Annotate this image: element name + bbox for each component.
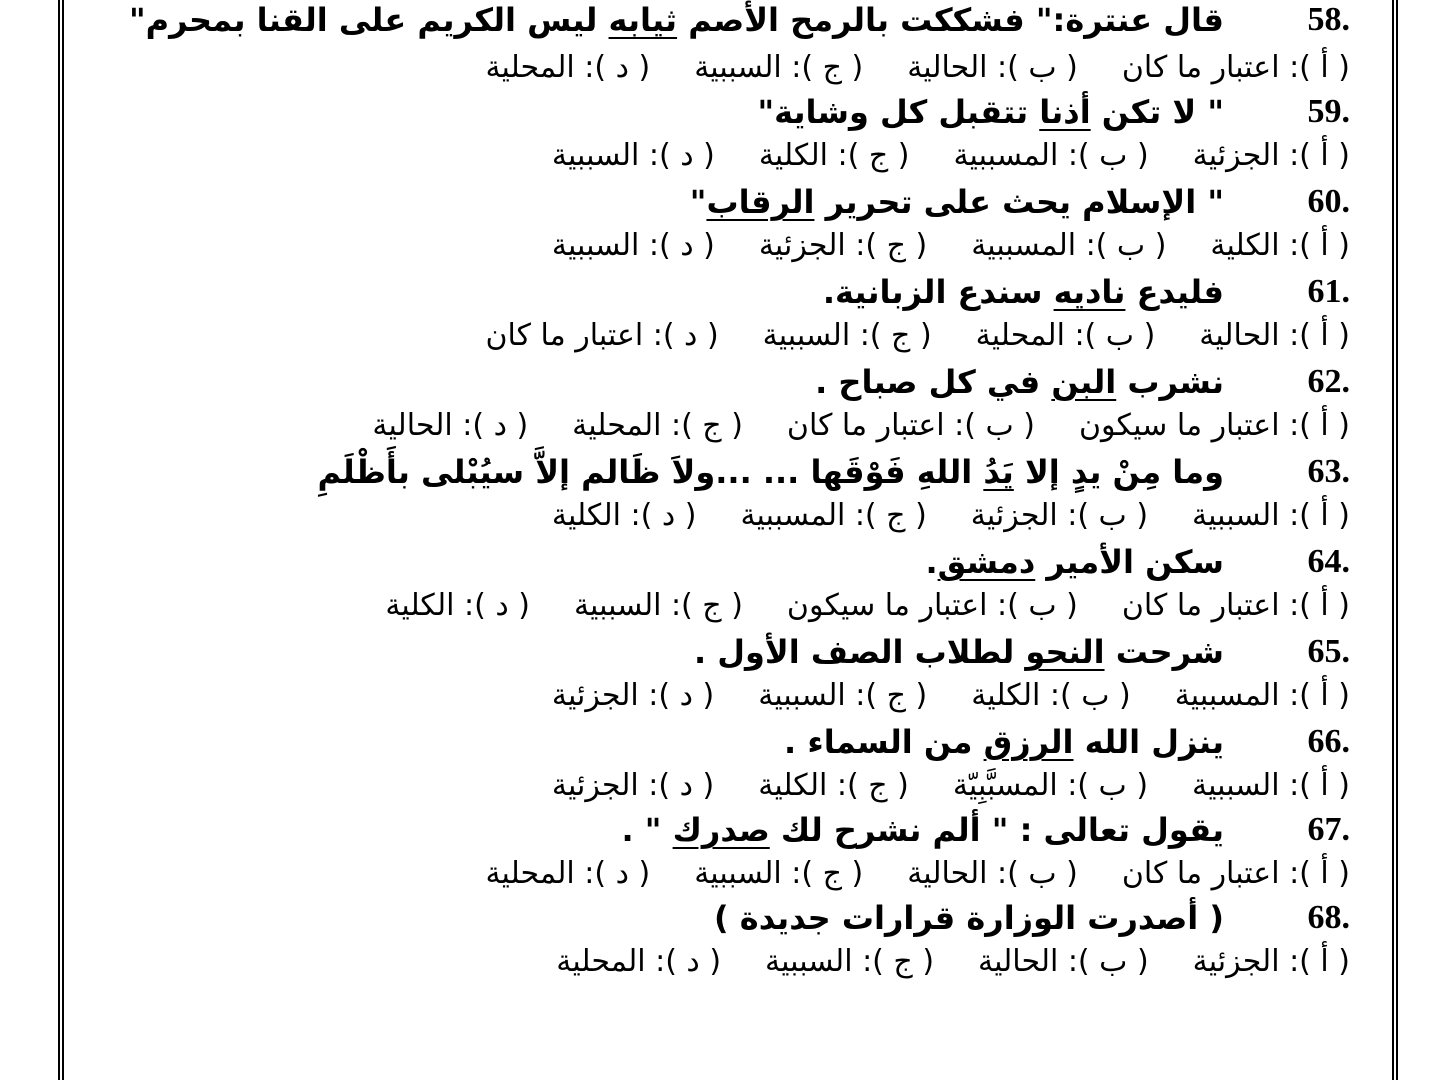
option-d: ( د ): المحلية xyxy=(485,50,651,85)
question-number: .61 xyxy=(1307,273,1350,310)
question-text: " الإسلام يحث على تحرير الرقاب" xyxy=(689,183,1224,221)
question-number: .68 xyxy=(1307,899,1350,936)
question-59 xyxy=(757,90,1350,134)
question-text: فليدع ناديه سندع الزبانية. xyxy=(822,273,1224,311)
option-a: ( أ ): اعتبار ما سيكون xyxy=(1079,408,1350,443)
option-a: ( أ ): الحالية xyxy=(1199,318,1350,353)
question-64 xyxy=(925,540,1350,584)
option-c: ( ج ): الكلية xyxy=(758,138,910,173)
option-b: ( ب ): الكلية xyxy=(971,678,1131,713)
option-b: ( ب ): المحلية xyxy=(975,318,1156,353)
underlined-word: ثيابه xyxy=(608,1,678,39)
option-d: ( د ): السببية xyxy=(551,138,715,173)
question-60 xyxy=(690,180,1350,224)
options-67 xyxy=(441,852,1350,896)
question-sheet xyxy=(80,0,1370,1080)
question-text: " لا تكن أذنا تتقبل كل وشاية" xyxy=(757,93,1224,131)
question-number: .65 xyxy=(1307,633,1350,670)
question-number: .66 xyxy=(1307,723,1350,760)
options-62 xyxy=(328,404,1350,448)
question-68 xyxy=(714,896,1350,940)
underlined-word: البن xyxy=(1051,363,1117,401)
question-66 xyxy=(784,720,1350,764)
option-d: ( د ): الجزئية xyxy=(551,678,715,713)
question-62 xyxy=(815,360,1350,404)
question-number: .64 xyxy=(1307,543,1350,580)
question-text: وما مِنْ يدٍ إلا يَدُ اللهِ فَوْقَها ... ...ولاَ ظَالم إلاَّ سيُبْلى بأَظْلَمِ xyxy=(317,453,1224,491)
question-67 xyxy=(621,808,1350,852)
option-b: ( ب ): الحالية xyxy=(907,50,1078,85)
option-d: ( د ): الجزئية xyxy=(551,768,715,803)
question-text: سكن الأمير دمشق. xyxy=(925,543,1224,581)
option-c: ( ج ): السببية xyxy=(573,588,743,623)
option-b: ( ب ): الجزئية xyxy=(970,498,1149,533)
question-text: ينزل الله الرزق من السماء . xyxy=(784,723,1224,761)
option-b: ( ب ): المسببية xyxy=(971,228,1167,263)
plain-word: الوزارة xyxy=(966,899,1077,937)
option-c: ( ج ): المحلية xyxy=(572,408,743,443)
option-d: ( د ): المحلية xyxy=(556,944,722,979)
question-text: قال عنترة:" فشككت بالرمح الأصم ثيابه ليس الكريم على القنا بمحرم" xyxy=(128,1,1224,39)
question-text: نشرب البن في كل صباح . xyxy=(815,363,1224,401)
question-number: .62 xyxy=(1307,363,1350,400)
question-65 xyxy=(694,630,1350,674)
option-c: ( ج ): السببية xyxy=(694,50,864,85)
option-d: ( د ): المحلية xyxy=(485,856,651,891)
option-a: ( أ ): الكلية xyxy=(1210,228,1350,263)
option-a: ( أ ): السببية xyxy=(1192,768,1350,803)
question-number: .60 xyxy=(1307,183,1350,220)
question-number: .67 xyxy=(1307,811,1350,848)
option-c: ( ج ): السببية xyxy=(765,944,935,979)
option-d: ( د ): اعتبار ما كان xyxy=(485,318,719,353)
question-number: .58 xyxy=(1307,1,1350,38)
question-text: يقول تعالى : " ألم نشرح لك صدرك " . xyxy=(621,811,1224,849)
option-d: ( د ): الكلية xyxy=(551,498,697,533)
underlined-word: دمشق xyxy=(937,543,1036,581)
option-c: ( ج ): السببية xyxy=(762,318,932,353)
underlined-word: الرقاب xyxy=(706,183,815,221)
option-d: ( د ): الكلية xyxy=(385,588,530,623)
options-61 xyxy=(441,314,1350,358)
option-c: ( ج ): الجزئية xyxy=(758,228,928,263)
option-b: ( ب ): المسببية xyxy=(953,138,1149,173)
options-68 xyxy=(512,940,1350,984)
question-58 xyxy=(129,0,1350,42)
underlined-word: صدرك xyxy=(672,811,770,849)
question-text: ( أصدرت الوزارة قرارات جديدة ) xyxy=(714,899,1224,937)
underlined-word: أذنا xyxy=(1039,93,1091,131)
options-60 xyxy=(508,224,1350,268)
option-a: ( أ ): المسببية xyxy=(1174,678,1350,713)
option-a: ( أ ): الجزئية xyxy=(1192,138,1350,173)
option-a: ( أ ): اعتبار ما كان xyxy=(1121,588,1350,623)
options-65 xyxy=(508,674,1350,718)
underlined-word: النحو xyxy=(1025,633,1105,671)
underlined-word: ناديه xyxy=(1053,273,1126,311)
option-c: ( ج ): المسببية xyxy=(740,498,927,533)
option-b: ( ب ): الحالية xyxy=(907,856,1078,891)
question-number: .59 xyxy=(1307,93,1350,130)
option-a: ( أ ): الجزئية xyxy=(1192,944,1350,979)
option-a: ( أ ): السببية xyxy=(1192,498,1350,533)
options-58 xyxy=(441,46,1350,90)
options-59 xyxy=(508,134,1350,178)
underlined-word: يَدُ xyxy=(983,453,1014,491)
option-b: ( ب ): الحالية xyxy=(978,944,1149,979)
options-66 xyxy=(508,764,1350,808)
option-b: ( ب ): اعتبار ما كان xyxy=(786,408,1035,443)
option-b: ( ب ): المسبَّبِيّة xyxy=(952,768,1149,803)
option-c: ( ج ): الكلية xyxy=(758,768,909,803)
question-63 xyxy=(318,450,1350,494)
option-c: ( ج ): السببية xyxy=(694,856,864,891)
option-d: ( د ): السببية xyxy=(551,228,715,263)
underlined-word: الرزق xyxy=(983,723,1074,761)
option-c: ( ج ): السببية xyxy=(758,678,928,713)
option-a: ( أ ): اعتبار ما كان xyxy=(1121,50,1350,85)
option-d: ( د ): الحالية xyxy=(372,408,529,443)
question-61 xyxy=(823,270,1350,314)
question-number: .63 xyxy=(1307,453,1350,490)
options-63 xyxy=(508,494,1350,538)
question-text: شرحت النحو لطلاب الصف الأول . xyxy=(693,633,1224,671)
option-a: ( أ ): اعتبار ما كان xyxy=(1121,856,1350,891)
option-b: ( ب ): اعتبار ما سيكون xyxy=(786,588,1078,623)
options-64 xyxy=(341,584,1350,628)
